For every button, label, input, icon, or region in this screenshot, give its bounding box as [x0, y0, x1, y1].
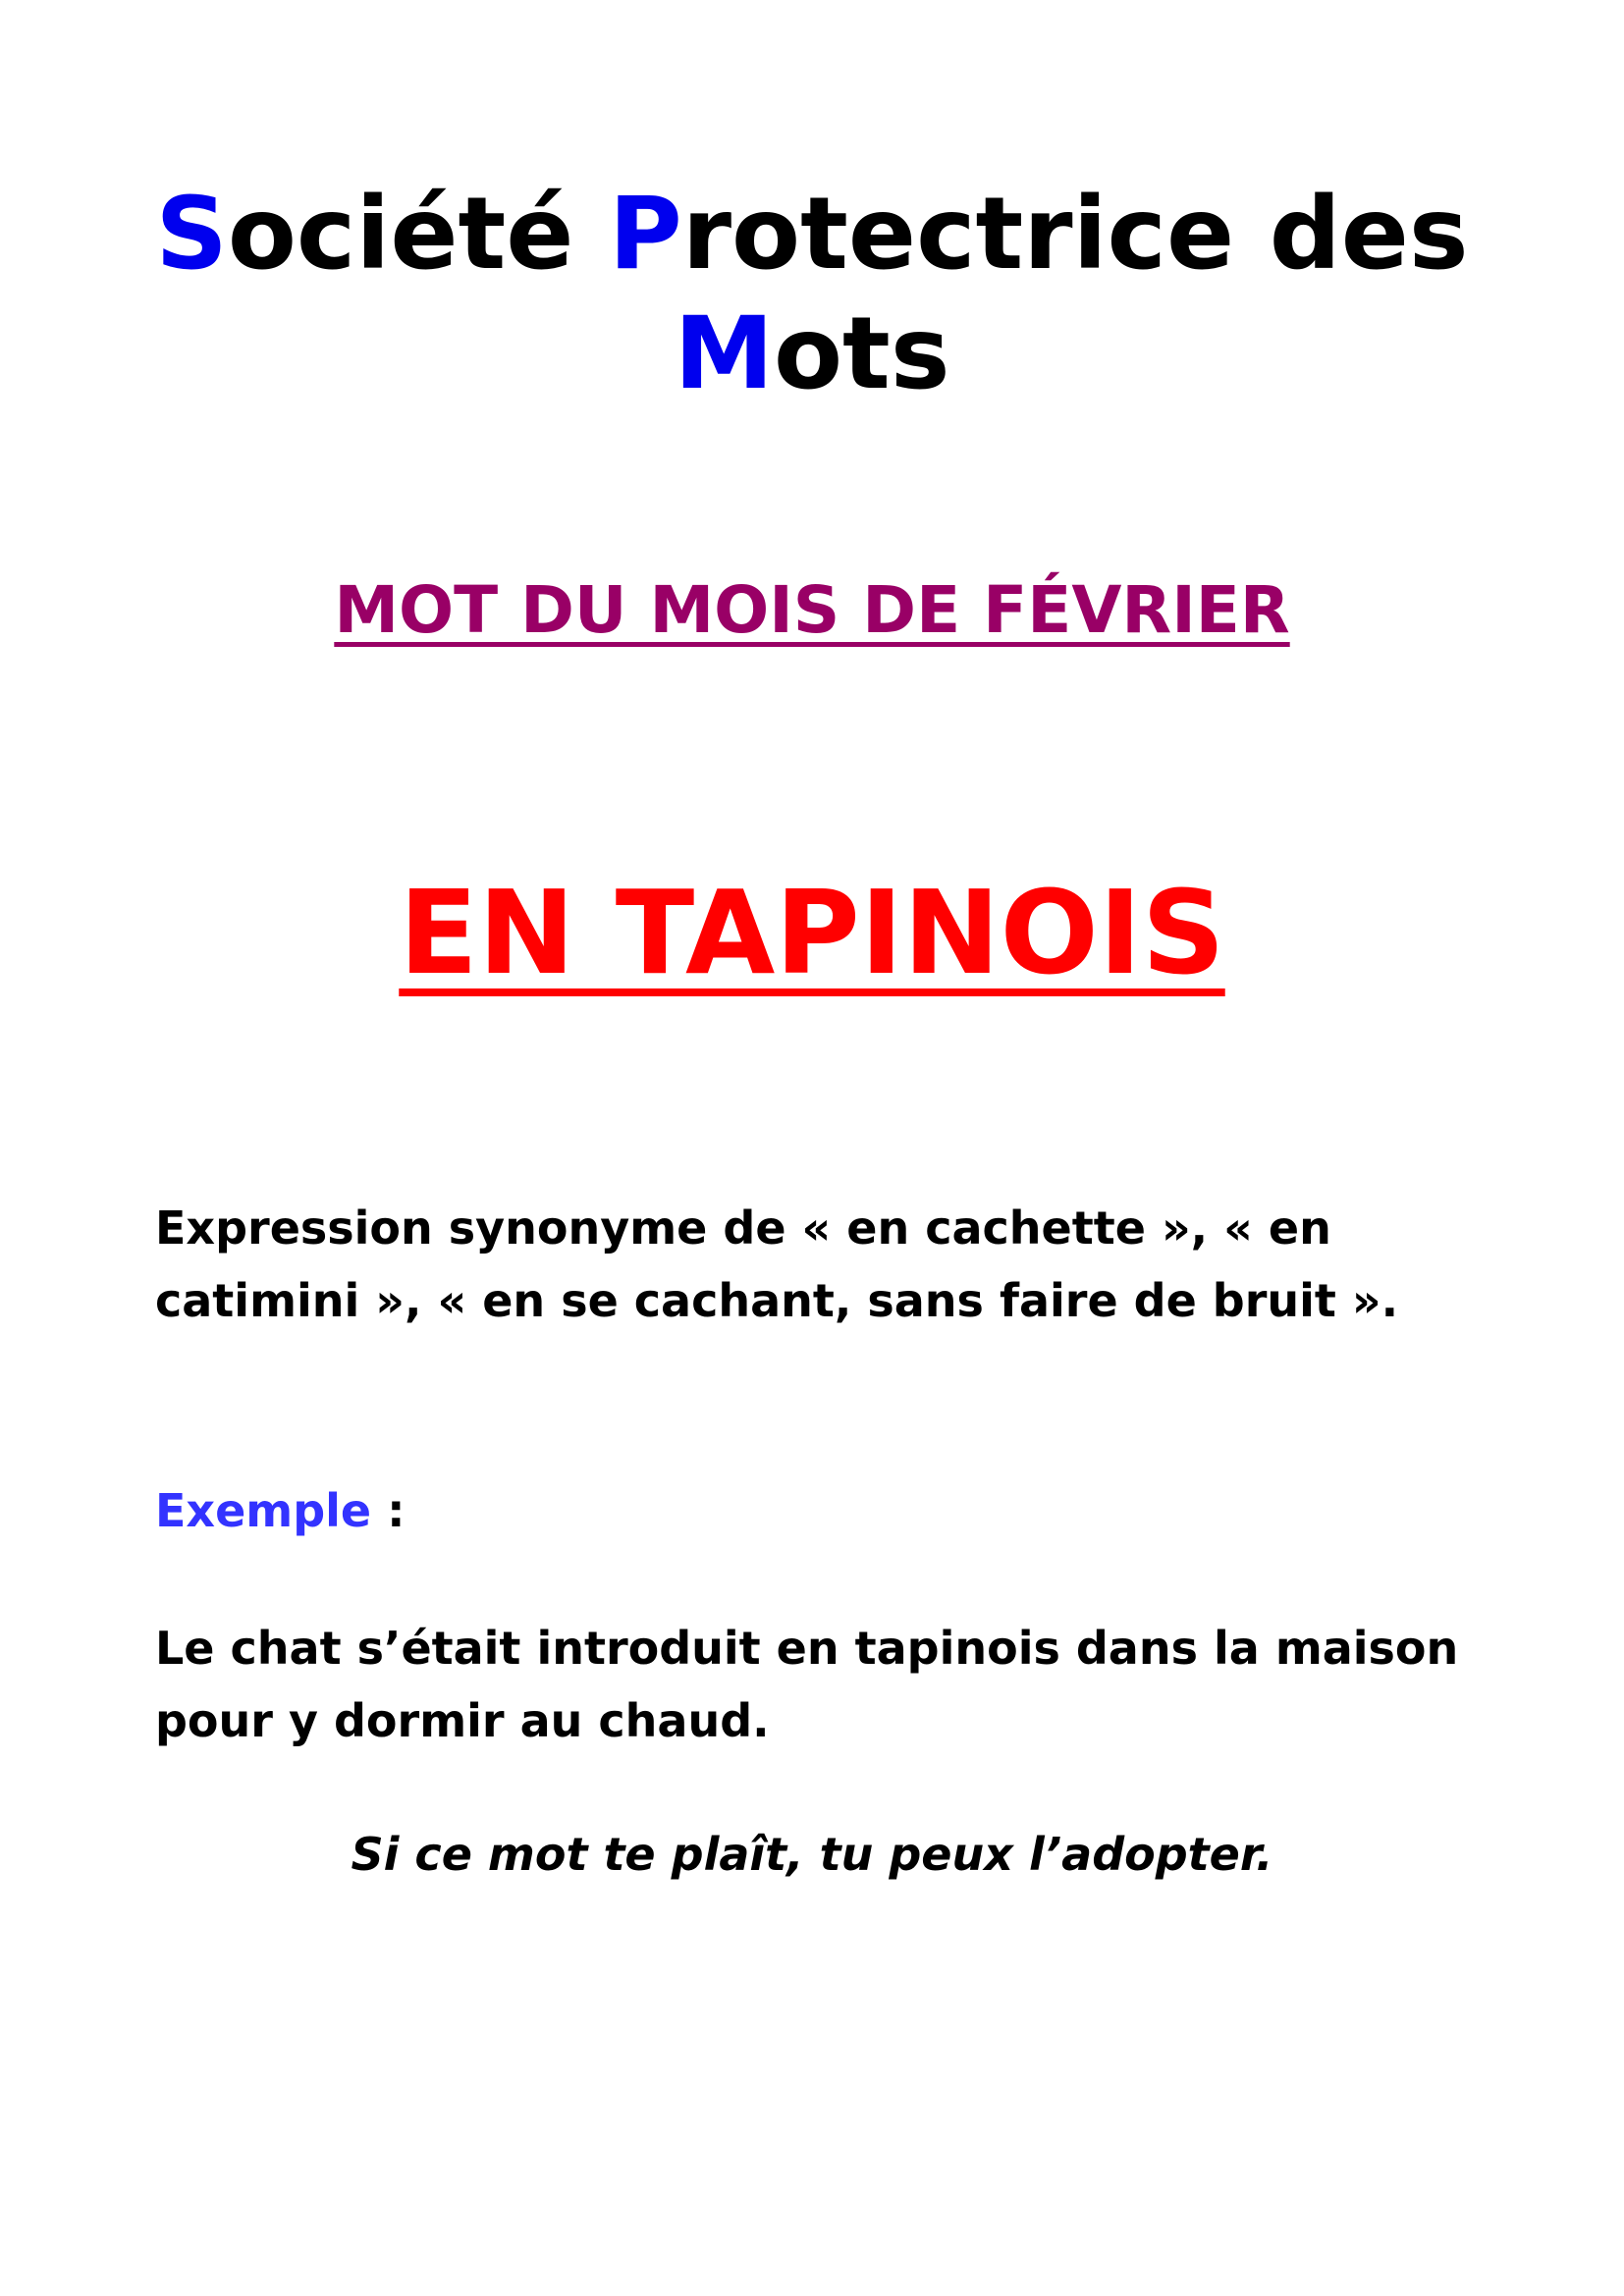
closing-line: Si ce mot te plaît, tu peux l’adopter.: [351, 1828, 1273, 1881]
word-of-month-text: EN TAPINOIS: [399, 865, 1225, 1000]
title-word-protectrice-rest: rotectrice des: [681, 176, 1469, 293]
example-sentence: Le chat s’était introduit en tapinois dans la maison pour y dormir au chaud.: [155, 1622, 1459, 1747]
example-label: Exemple: [155, 1484, 372, 1537]
definition-text: Expression synonyme de « en cachette », « en catimini », « en se cachant, sans faire de bruit ».: [155, 1201, 1399, 1327]
example-separator: :: [371, 1484, 406, 1537]
title-initial-m: M: [674, 295, 774, 412]
word-of-month: [118, 864, 1506, 1001]
title-word-societe-rest: ociété: [227, 176, 609, 293]
subtitle-month: [118, 571, 1506, 650]
example-heading: [155, 1474, 1471, 1547]
subtitle-text: MOT DU MOIS DE FÉVRIER: [334, 572, 1290, 648]
page-title: [118, 175, 1506, 414]
title-initial-p: P: [608, 176, 682, 293]
title-initial-s: S: [155, 176, 228, 293]
title-word-mots-rest: ots: [773, 295, 950, 412]
